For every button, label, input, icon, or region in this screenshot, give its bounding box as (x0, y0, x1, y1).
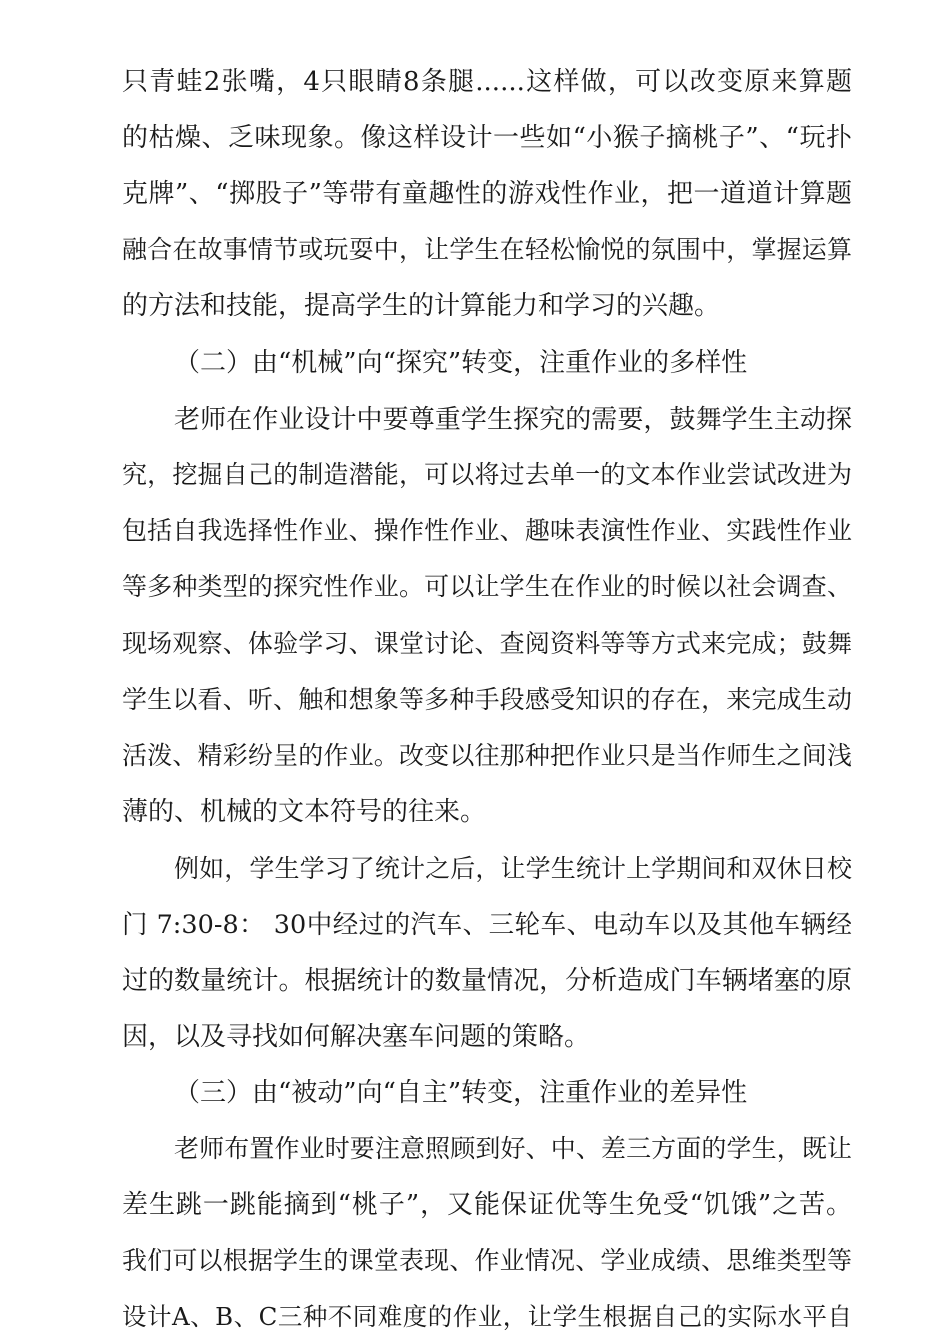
paragraph-line: 薄的、机械的文本符号的往来。 (122, 797, 487, 827)
paragraph-line: 因，以及寻找如何解决塞车问题的策略。 (122, 1022, 591, 1052)
paragraph-line: 差生跳一跳能摘到“桃子”，又能保证优等生免受“饥饿”之苦。 (122, 1190, 852, 1220)
paragraph-line: 门 7:30-8： 30中经过的汽车、三轮车、电动车以及其他车辆经 (122, 910, 852, 940)
paragraph-line: 的枯燥、乏味现象。像这样设计一些如“小猴子摘桃子”、“玩扑 (122, 123, 852, 153)
paragraph-line: 融合在故事情节或玩耍中，让学生在轻松愉悦的氛围中，掌握运算 (122, 235, 852, 264)
paragraph-line: 设计A、B、C三种不同难度的作业，让学生根据自己的实际水平自 (122, 1302, 852, 1331)
paragraph-line: 老师在作业设计中要尊重学生探究的需要，鼓舞学生主动探 (174, 405, 852, 435)
paragraph-line: 克牌”、“掷股子”等带有童趣性的游戏性作业，把一道道计算题 (122, 179, 852, 209)
paragraph-line: 等多种类型的探究性作业。可以让学生在作业的时候以社会调查、 (122, 572, 852, 601)
paragraph-line: 学生以看、听、触和想象等多种手段感受知识的存在，来完成生动 (122, 685, 852, 714)
paragraph-line: 活泼、精彩纷呈的作业。改变以往那种把作业只是当作师生之间浅 (122, 741, 852, 770)
paragraph-line: 究，挖掘自己的制造潜能，可以将过去单一的文本作业尝试改进为 (122, 460, 852, 489)
paragraph-line: 现场观察、体验学习、课堂讨论、查阅资料等等方式来完成；鼓舞 (122, 629, 852, 658)
paragraph-line: 的方法和技能，提高学生的计算能力和学习的兴趣。 (122, 291, 721, 321)
section-heading: （二）由“机械”向“探究”转变，注重作业的多样性 (174, 348, 748, 378)
section-heading: （三）由“被动”向“自主”转变，注重作业的差异性 (174, 1078, 748, 1108)
paragraph-line: 只青蛙2张嘴，4只眼睛8条腿......这样做，可以改变原来算题 (122, 67, 852, 97)
paragraph-line: 包括自我选择性作业、操作性作业、趣味表演性作业、实践性作业 (122, 516, 852, 545)
paragraph-line: 老师布置作业时要注意照顾到好、中、差三方面的学生，既让 (174, 1134, 852, 1163)
paragraph-line: 例如，学生学习了统计之后，让学生统计上学期间和双休日校 (174, 854, 852, 883)
paragraph-line: 我们可以根据学生的课堂表现、作业情况、学业成绩、思维类型等 (122, 1246, 852, 1275)
paragraph-line: 过的数量统计。根据统计的数量情况，分析造成门车辆堵塞的原 (122, 966, 852, 996)
